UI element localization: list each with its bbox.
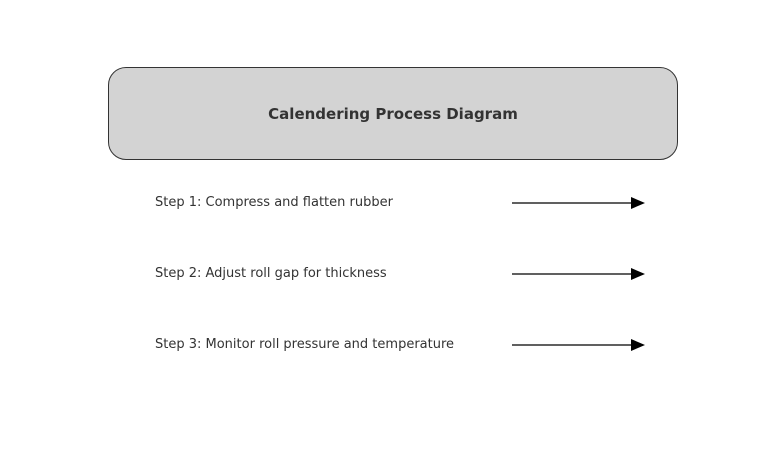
step-1-label: Step 1: Compress and flatten rubber [155,195,393,210]
step-2-arrow-icon [512,266,646,282]
step-2-label: Step 2: Adjust roll gap for thickness [155,266,387,281]
diagram-title: Calendering Process Diagram [268,104,518,123]
step-3-label: Step 3: Monitor roll pressure and temperature [155,337,455,352]
step-1-arrow-icon [512,195,646,211]
title-box [108,67,678,160]
step-3-arrow-icon [512,337,646,353]
